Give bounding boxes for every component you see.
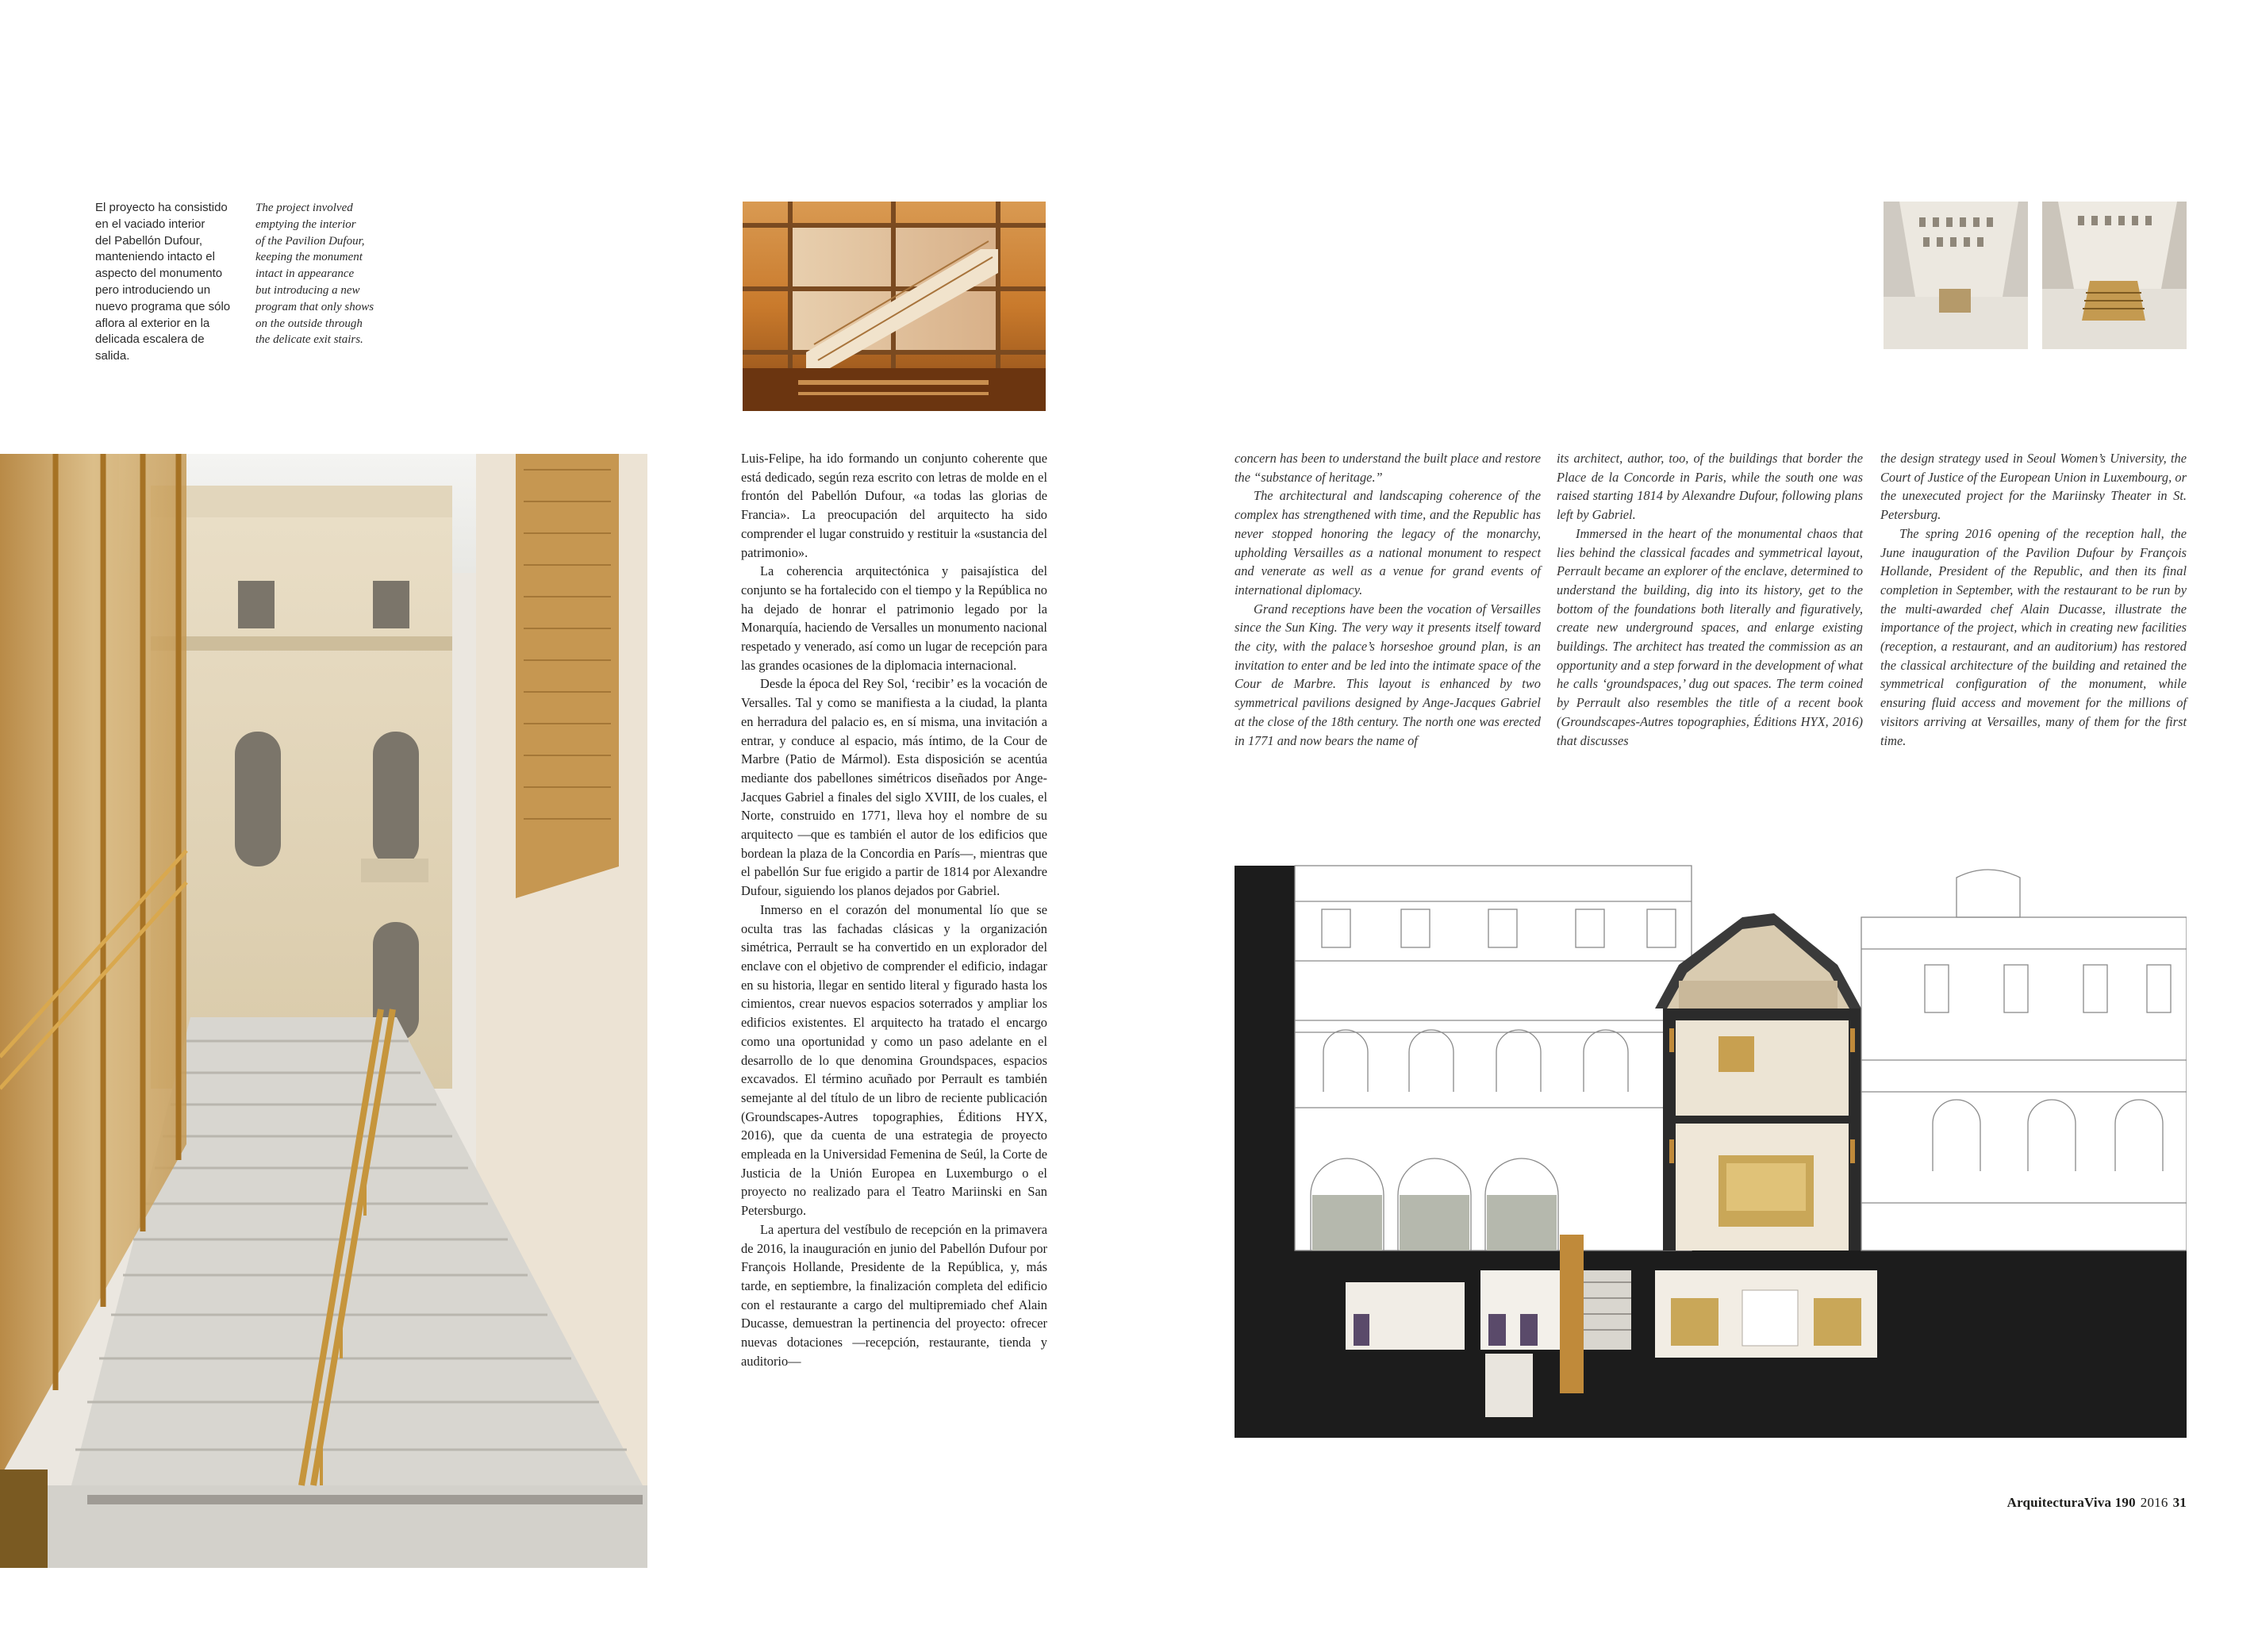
caption-english	[255, 200, 398, 348]
caption-line: aflora al exterior en la	[95, 316, 210, 330]
paragraph: the design strategy used in Seoul Women’s University, the Court of Justice of the European Union in Luxembourg, or the unexecuted project for the Mariinsky Theater in St. Petersburg.	[1880, 451, 2187, 523]
paragraph: its architect, author, too, of the buildings that border the Place de la Concorde in Paris, while the south one was raised starting 1814 by Alexandre Dufour, following plans left by Gabriel.	[1557, 451, 1863, 523]
paragraph: Desde la época del Rey Sol, ‘recibir’ es la vocación de Versalles. Tal y como se manifiesta a la ciudad, la planta en herradura del palacio es, en sí misma, una invitación a entrar, y conduce al espacio, más íntimo, de la Cour de Marbre (Patio de Mármol). Esta disposición se acentúa mediante dos pabellones simétricos diseñados por Ange-Jacques Gabriel a finales del siglo XVIII, de los cuales, el Norte, construido en 1771, lleva hoy el nombre de su arquitecto —que es también el autor de los edificios que bordean la plaza de la Concordia en París—, mientras que el pabellón Sur fue erigido a partir de 1814 por Alexandre Dufour, siguiendo los planos dejados por Gabriel.	[741, 676, 1047, 899]
paragraph: Inmerso en el corazón del monumental lío que se oculta tras las fachadas clásicas y la organización simétrica, Perrault se ha convertido en un explorador del enclave con el objetivo de comprender el edificio, indagar en su historia, llegar en sentido literal y figurado hasta los cimientos, crear nuevos espacios soterrados y ampliar los edificios existentes. El arquitecto ha tratado el encargo como una oportunidad y como un paso adelante en el desarrollo de lo que denomina Groundspaces, espacios excavados. El término acuñado por Perrault es también semejante al del título de un libro de reciente publicación (Groundscapes-Autres topographies, Éditions HYX, 2016), que da cuenta de una estrategia de proyecto empleada en la Universidad Femenina de Seúl, la Corte de Justicia de la Unión Europea en Luxemburgo o el proyecto no realizado para el Teatro Mariinski en San Petersburgo.	[741, 901, 1047, 1219]
photo-exit-stairs	[0, 454, 647, 1568]
photo-model-1	[1884, 202, 2028, 349]
caption-line: en el vaciado interior	[95, 217, 205, 231]
caption-line: manteniendo intacto el	[95, 250, 215, 264]
paragraph: La apertura del vestíbulo de recepción en la primavera de 2016, la inauguración en junio del Pabellón Dufour por François Hollande, Presidente de la República, y, más tarde, en septiembre, la finalización completa del edificio con el restaurante a cargo del multipremiado chef Alain Ducasse, demuestran la pertinencia del proyecto: ofrecer nuevas dotaciones —recepción, restaurante, tienda y auditorio—	[741, 1221, 1047, 1369]
paragraph: Grand receptions have been the vocation of Versailles since the Sun King. The very way it presents itself toward the city, with the palace’s horseshoe ground plan, is an invitation to enter and be led into the intimate space of the Cour de Marbre. This layout is enhanced by two symmetrical pavilions designed by Ange-Jacques Gabriel at the close of the 18th century. The north one was erected in 1771 and now bears the name of	[1235, 601, 1541, 748]
caption-line: program that only shows	[255, 300, 374, 313]
photo-model-2	[2042, 202, 2187, 349]
paragraph: concern has been to understand the built place and restore the “substance of heritage.”	[1235, 451, 1541, 485]
caption-line: del Pabellón Dufour,	[95, 233, 203, 248]
spanish-text-column	[741, 449, 1047, 1370]
paragraph: Luis-Felipe, ha ido formando un conjunto coherente que está dedicado, según reza escrito con letras de molde en el frontón del Pabellón Dufour, «a todas las glorias de Francia». La preocupación del arquitecto ha sido comprender el lugar construido y restituir la «sustancia del patrimonio».	[741, 451, 1047, 560]
paragraph: La coherencia arquitectónica y paisajística del conjunto se ha fortalecido con el tiempo y la República no ha dejado de honrar el patrimonio legado por la Monarquía, haciendo de Versalles un monumento nacional respetado y venerado, así como un lugar de recepción para las grandes ocasiones de la diplomacia internacional.	[741, 563, 1047, 673]
caption-line: The project involved	[255, 202, 353, 214]
caption-line: intact in appearance	[255, 267, 355, 281]
caption-line: on the outside through	[255, 317, 363, 330]
magazine-name: ArquitecturaViva 190	[2006, 1495, 2136, 1510]
caption-spanish	[95, 200, 238, 365]
paragraph: The architectural and landscaping coherence of the complex has strengthened with time, and the Republic has never stopped honoring the legacy of the monarchy, upholding Versailles as a national monument to respect and venerate as well as a venue for grand events of international diplomacy.	[1235, 488, 1541, 597]
english-text-column-1	[1235, 449, 1541, 750]
page-footer	[1977, 1495, 2187, 1511]
english-text-column-2	[1557, 449, 1863, 750]
caption-line: of the Pavilion Dufour,	[255, 234, 365, 248]
caption-line: emptying the interior	[255, 217, 356, 231]
english-text-column-3	[1880, 449, 2187, 750]
section-drawing	[1235, 838, 2187, 1438]
caption-line: nuevo programa que sólo	[95, 299, 231, 313]
caption-line: pero introduciendo un	[95, 282, 211, 297]
page-number: 31	[2172, 1495, 2187, 1510]
paragraph: The spring 2016 opening of the reception hall, the June inauguration of the Pavilion Dufour by François Hollande, President of the Republic, and then its final completion in September, with the restaurant to be run by the multi-awarded chef Alain Ducasse, illustrate the importance of the project, which in creating new facilities (reception, a restaurant, and an auditorium) has restored the classical architecture of the building and retained the symmetrical configuration of the monument, while ensuring fluid access and movement for the millions of visitors arriving at Versailles, many of them for the first time.	[1880, 525, 2187, 748]
caption-line: El proyecto ha consistido	[95, 201, 228, 214]
caption-line: delicada escalera de salida.	[95, 332, 205, 363]
issue-year: 2016	[2140, 1495, 2168, 1510]
photo-interior-stairs	[743, 202, 1046, 411]
caption-line: aspecto del monumento	[95, 267, 223, 281]
paragraph: Immersed in the heart of the monumental chaos that lies behind the classical facades and symmetrical layout, Perrault became an explorer of the enclave, determined to understand the building, dig into its history, get to the bottom of the foundations both literally and figuratively, create new underground spaces, and enlarge existing buildings. The architect has treated the commission as an opportunity and a step forward in the development of what he calls ‘groundspaces,’ dug out spaces. The term coined by Perrault also resembles the title of a recent book (Groundscapes-Autres topographies, Éditions HYX, 2016) that discusses	[1557, 525, 1863, 748]
caption-line: but introducing a new	[255, 283, 360, 297]
caption-line: the delicate exit stairs.	[255, 333, 363, 347]
caption-line: keeping the monument	[255, 251, 363, 264]
